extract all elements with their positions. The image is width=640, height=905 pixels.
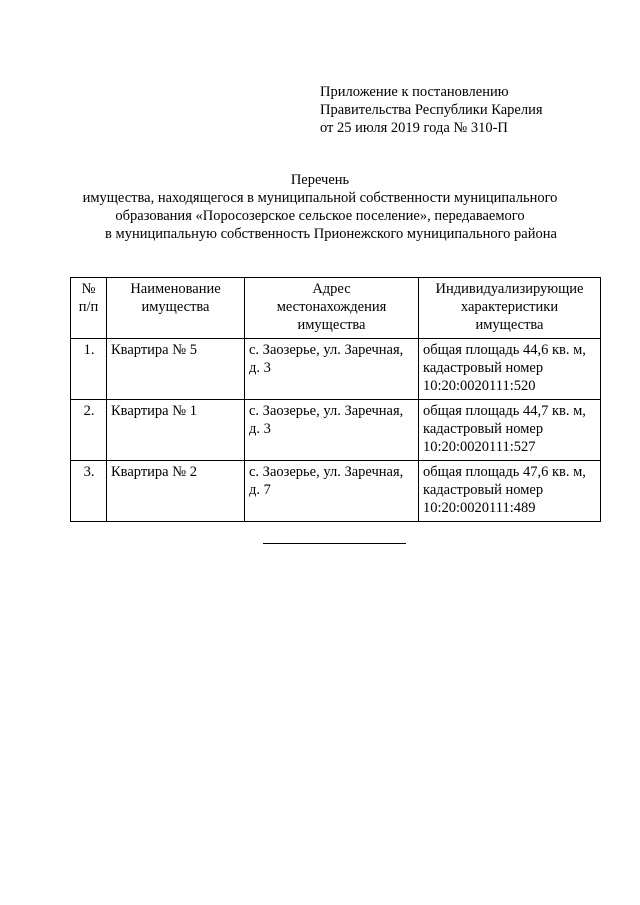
header-name: Наименование имущества bbox=[107, 278, 245, 339]
appendix-line: от 25 июля 2019 года № 310-П bbox=[320, 120, 508, 136]
property-name: Квартира № 2 bbox=[107, 461, 245, 522]
table-row bbox=[71, 400, 601, 461]
table-row bbox=[71, 339, 601, 400]
property-details: общая площадь 47,6 кв. м, кадастровый номер 10:20:0020111:489 bbox=[419, 461, 601, 522]
row-number: 3. bbox=[71, 461, 107, 522]
row-number: 1. bbox=[71, 339, 107, 400]
heading-line: образования «Поросозерское сельское поселение», передаваемого bbox=[115, 208, 525, 224]
header-number: № п/п bbox=[71, 278, 107, 339]
property-name: Квартира № 5 bbox=[107, 339, 245, 400]
property-details: общая площадь 44,7 кв. м, кадастровый номер 10:20:0020111:527 bbox=[419, 400, 601, 461]
appendix-reference bbox=[320, 83, 543, 137]
property-address: с. Заозерье, ул. Заречная, д. 3 bbox=[245, 339, 419, 400]
document-heading bbox=[0, 171, 640, 243]
end-divider bbox=[263, 543, 406, 544]
property-address: с. Заозерье, ул. Заречная, д. 3 bbox=[245, 400, 419, 461]
property-address: с. Заозерье, ул. Заречная, д. 7 bbox=[245, 461, 419, 522]
property-name: Квартира № 1 bbox=[107, 400, 245, 461]
document-title: Перечень bbox=[290, 172, 350, 188]
header-address: Адрес местонахождения имущества bbox=[245, 278, 419, 339]
property-table bbox=[70, 277, 601, 522]
table-header-row bbox=[71, 278, 601, 339]
header-details: Индивидуализирующие характеристики имущества bbox=[419, 278, 601, 339]
property-details: общая площадь 44,6 кв. м, кадастровый номер 10:20:0020111:520 bbox=[419, 339, 601, 400]
appendix-line: Правительства Республики Карелия bbox=[320, 102, 543, 118]
heading-line: в муниципальную собственность Прионежского муниципального района bbox=[105, 226, 557, 242]
appendix-line: Приложение к постановлению bbox=[320, 84, 509, 100]
heading-line: имущества, находящегося в муниципальной собственности муниципального bbox=[82, 190, 558, 206]
table-row bbox=[71, 461, 601, 522]
row-number: 2. bbox=[71, 400, 107, 461]
